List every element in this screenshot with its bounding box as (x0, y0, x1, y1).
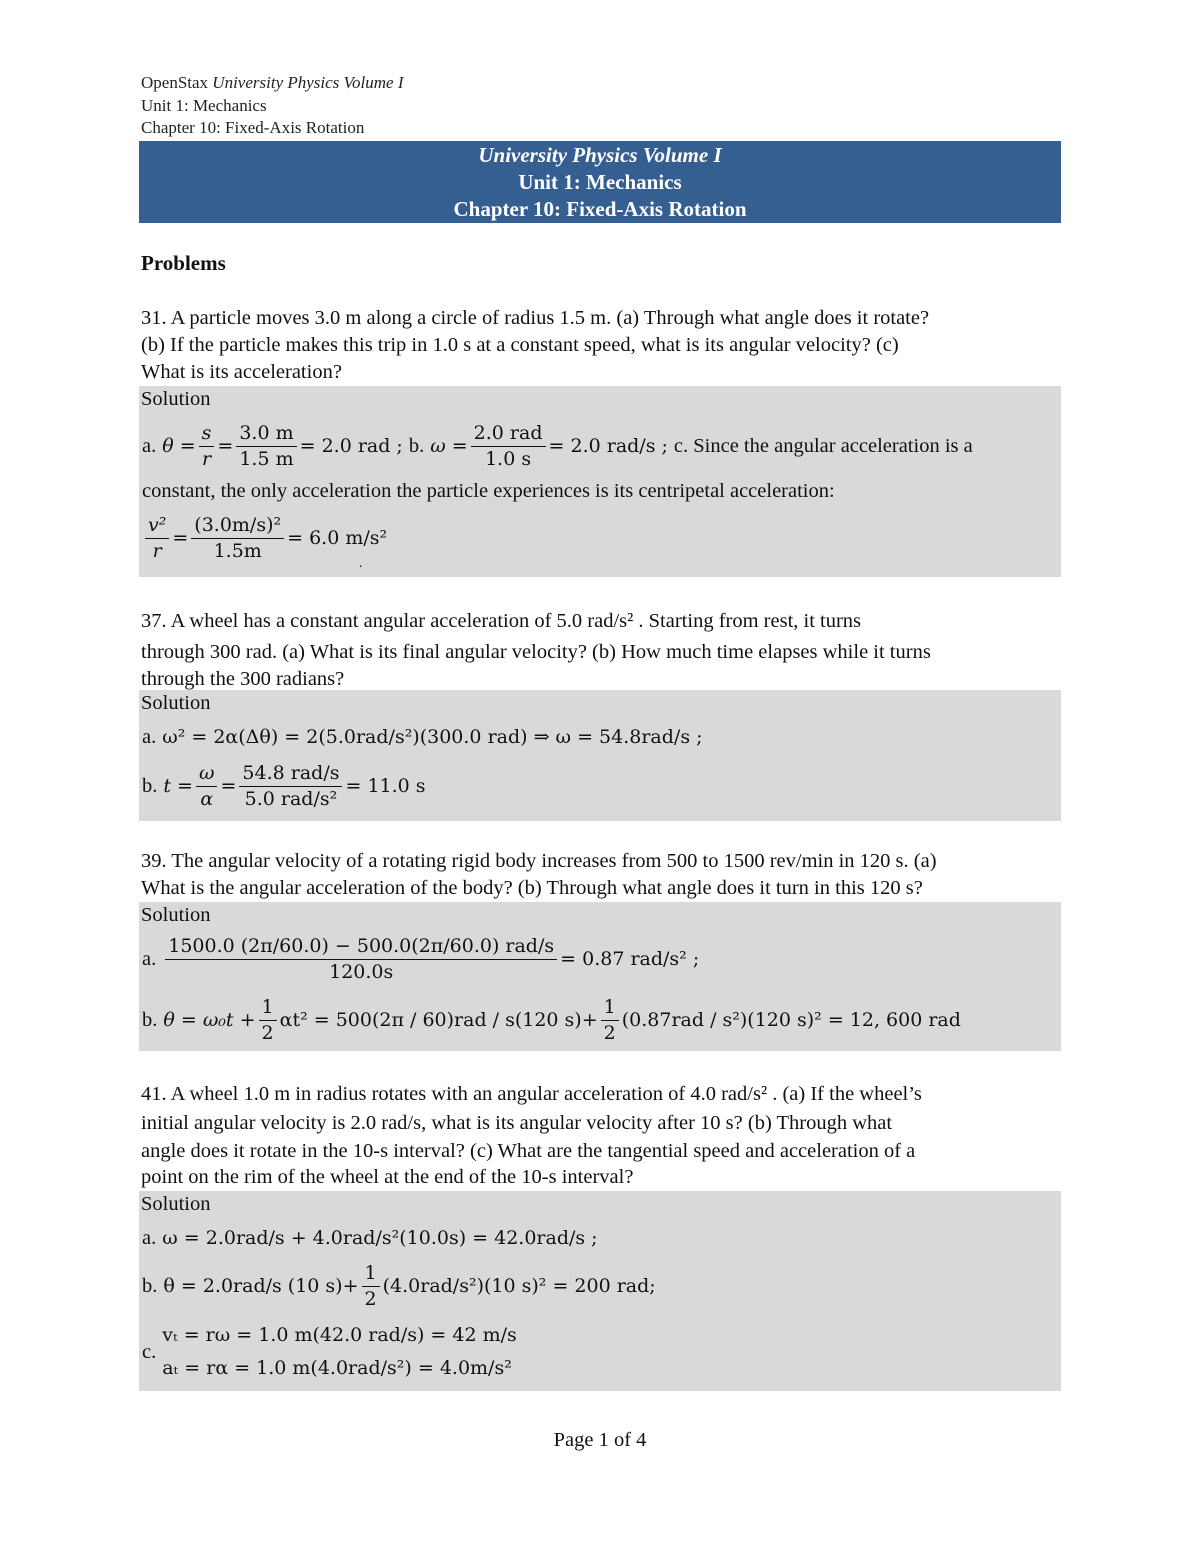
fraction-numerator: s (199, 422, 215, 447)
solution-line-c (142, 509, 387, 567)
page-footer: Page 1 of 4 (553, 1429, 647, 1451)
equation-result: = 6.0 m/s² (287, 526, 388, 549)
fraction-numerator: 3.0 m (236, 422, 296, 447)
banner-title: University Physics Volume I (478, 143, 722, 167)
fraction (236, 422, 296, 471)
fraction-numerator: 1500.0 (2π/60.0) − 500.0(2π/60.0) rad/s (165, 935, 557, 960)
fraction-denominator: 1.0 s (485, 447, 532, 470)
fraction (196, 762, 218, 811)
question-line: through the 300 radians? (141, 668, 345, 690)
fraction-numerator: 1 (601, 996, 619, 1021)
solution-line-b (142, 992, 961, 1048)
fraction (259, 996, 277, 1045)
solution-line-ab (142, 418, 973, 474)
fraction (239, 762, 342, 811)
banner-chapter: Chapter 10: Fixed-Axis Rotation (453, 197, 747, 221)
equation-stack (162, 1319, 517, 1385)
part-label: a. (142, 1227, 157, 1249)
equation-lhs: θ = ω₀t + (163, 1008, 256, 1031)
fraction-numerator: (3.0m/s)² (191, 514, 284, 539)
equation-result: = 2.0 rad/s ; (548, 434, 668, 457)
solution-line-a (142, 930, 699, 988)
section-heading: Problems (141, 251, 226, 275)
problem-37-question (141, 606, 1061, 690)
equation-result: = 0.87 rad/s² ; (560, 947, 700, 970)
solution-text-line: constant, the only acceleration the particle experiences is its centripetal acceleration: (142, 480, 835, 502)
part-label: c. (142, 1340, 157, 1363)
question-line: through 300 rad. (a) What is its final angular velocity? (b) How much time elapses while it turns (141, 641, 931, 663)
solution-line-b (142, 758, 426, 814)
solution-line-a (142, 1225, 598, 1252)
equals-sign: = (220, 774, 237, 797)
equation-result: = 2.0 rad ; (299, 434, 403, 457)
fraction-denominator: 120.0s (329, 960, 394, 983)
fraction (145, 514, 169, 563)
fraction-numerator: 54.8 rad/s (239, 762, 342, 787)
solution-label: Solution (141, 904, 211, 926)
equation: vₜ = rω = 1.0 m(42.0 rad/s) = 42 m/s (162, 1324, 517, 1346)
fraction (191, 514, 284, 563)
equation-lhs: θ = (162, 434, 196, 457)
banner-unit: Unit 1: Mechanics (518, 170, 682, 194)
part-label: b. (408, 434, 425, 457)
equation-result: (4.0rad/s²)(10 s)² = 200 rad; (382, 1274, 656, 1297)
fraction (471, 422, 546, 471)
equation-lhs: t = (163, 774, 193, 797)
fraction-denominator: 2 (603, 1021, 616, 1044)
solution-text: c. Since the angular acceleration is a (673, 434, 973, 457)
part-label: a. (142, 434, 157, 457)
equals-sign: = (172, 526, 189, 549)
equation-result: = 11.0 s (345, 774, 426, 797)
fraction-numerator: ω (196, 762, 218, 787)
equation-lhs: ω = (430, 434, 468, 457)
fraction-denominator: r (152, 539, 162, 562)
solution-label: Solution (141, 692, 211, 714)
fraction (199, 422, 215, 471)
equation-result: (0.87rad / s²)(120 s)² = 12, 600 rad (621, 1008, 961, 1031)
fraction-denominator: α (200, 787, 214, 810)
problem-31-solution (139, 386, 1061, 577)
problem-37-solution (139, 690, 1061, 821)
fraction-numerator: v² (145, 514, 169, 539)
running-header-chapter: Chapter 10: Fixed-Axis Rotation (141, 118, 365, 137)
fraction-numerator: 1 (362, 1262, 380, 1287)
solution-line-b (142, 1258, 656, 1314)
running-header-unit: Unit 1: Mechanics (141, 95, 267, 115)
running-header (141, 72, 404, 140)
equation: ω² = 2α(Δθ) = 2(5.0rad/s²)(300.0 rad) ⇒ ω = 54.8rad/s ; (162, 726, 703, 748)
solution-line-a (142, 724, 703, 751)
equation: ω = 2.0rad/s + 4.0rad/s²(10.0s) = 42.0rad/s ; (162, 1227, 598, 1249)
fraction (601, 996, 619, 1045)
fraction-denominator: r (201, 447, 212, 470)
solution-line-c (142, 1319, 517, 1385)
equation-middle: αt² = 500(2π / 60)rad / s(120 s)+ (279, 1008, 598, 1031)
equation-lhs: θ = 2.0rad/s (10 s)+ (163, 1274, 359, 1297)
fraction-denominator: 2 (261, 1021, 274, 1044)
question-line: point on the rim of the wheel at the end of the 10-s interval? (141, 1165, 634, 1188)
part-label: b. (142, 1008, 158, 1031)
question-line: 41. A wheel 1.0 m in radius rotates with an angular acceleration of 4.0 rad/s² . (a) If the wheel’s (141, 1083, 922, 1105)
part-label: b. (142, 1274, 158, 1297)
question-line: 31. A particle moves 3.0 m along a circle of radius 1.5 m. (a) Through what angle does it rotate? (141, 307, 930, 329)
fraction (362, 1262, 380, 1311)
title-banner (139, 141, 1061, 223)
part-label: a. (142, 726, 157, 748)
fraction-denominator: 5.0 rad/s² (244, 787, 338, 810)
fraction-denominator: 1.5m (213, 539, 262, 562)
question-line: 39. The angular velocity of a rotating rigid body increases from 500 to 1500 rev/min in 120 s. (a) (141, 850, 937, 872)
question-line: (b) If the particle makes this trip in 1.0 s at a constant speed, what is its angular velocity? (c) (141, 334, 899, 356)
solution-label: Solution (141, 1193, 211, 1215)
question-line: angle does it rotate in the 10-s interval? (c) What are the tangential speed and acceleration of a (141, 1140, 916, 1162)
stray-dot: . (359, 556, 363, 571)
part-label: a. (142, 947, 157, 970)
problem-39-question (141, 848, 1061, 902)
fraction (165, 935, 557, 984)
question-line: What is its acceleration? (141, 361, 342, 383)
problem-39-solution (139, 902, 1061, 1051)
fraction-numerator: 2.0 rad (471, 422, 546, 447)
running-header-book: OpenStax University Physics Volume I (141, 73, 404, 92)
fraction-denominator: 1.5 m (239, 447, 294, 470)
part-label: b. (142, 774, 158, 797)
question-line: initial angular velocity is 2.0 rad/s, what is its angular velocity after 10 s? (b) Through what (141, 1111, 893, 1134)
equation: aₜ = rα = 1.0 m(4.0rad/s²) = 4.0m/s² (162, 1357, 512, 1379)
equals-sign: = (217, 434, 234, 457)
problem-31-question (141, 305, 1061, 386)
problem-41-question (141, 1080, 1061, 1188)
question-line: 37. A wheel has a constant angular acceleration of 5.0 rad/s² . Starting from rest, it turns (141, 610, 862, 632)
problem-41-solution (139, 1191, 1061, 1391)
fraction-denominator: 2 (364, 1287, 377, 1310)
solution-label: Solution (141, 388, 211, 410)
question-line: What is the angular acceleration of the body? (b) Through what angle does it turn in this 120 s? (141, 877, 923, 899)
fraction-numerator: 1 (259, 996, 277, 1021)
